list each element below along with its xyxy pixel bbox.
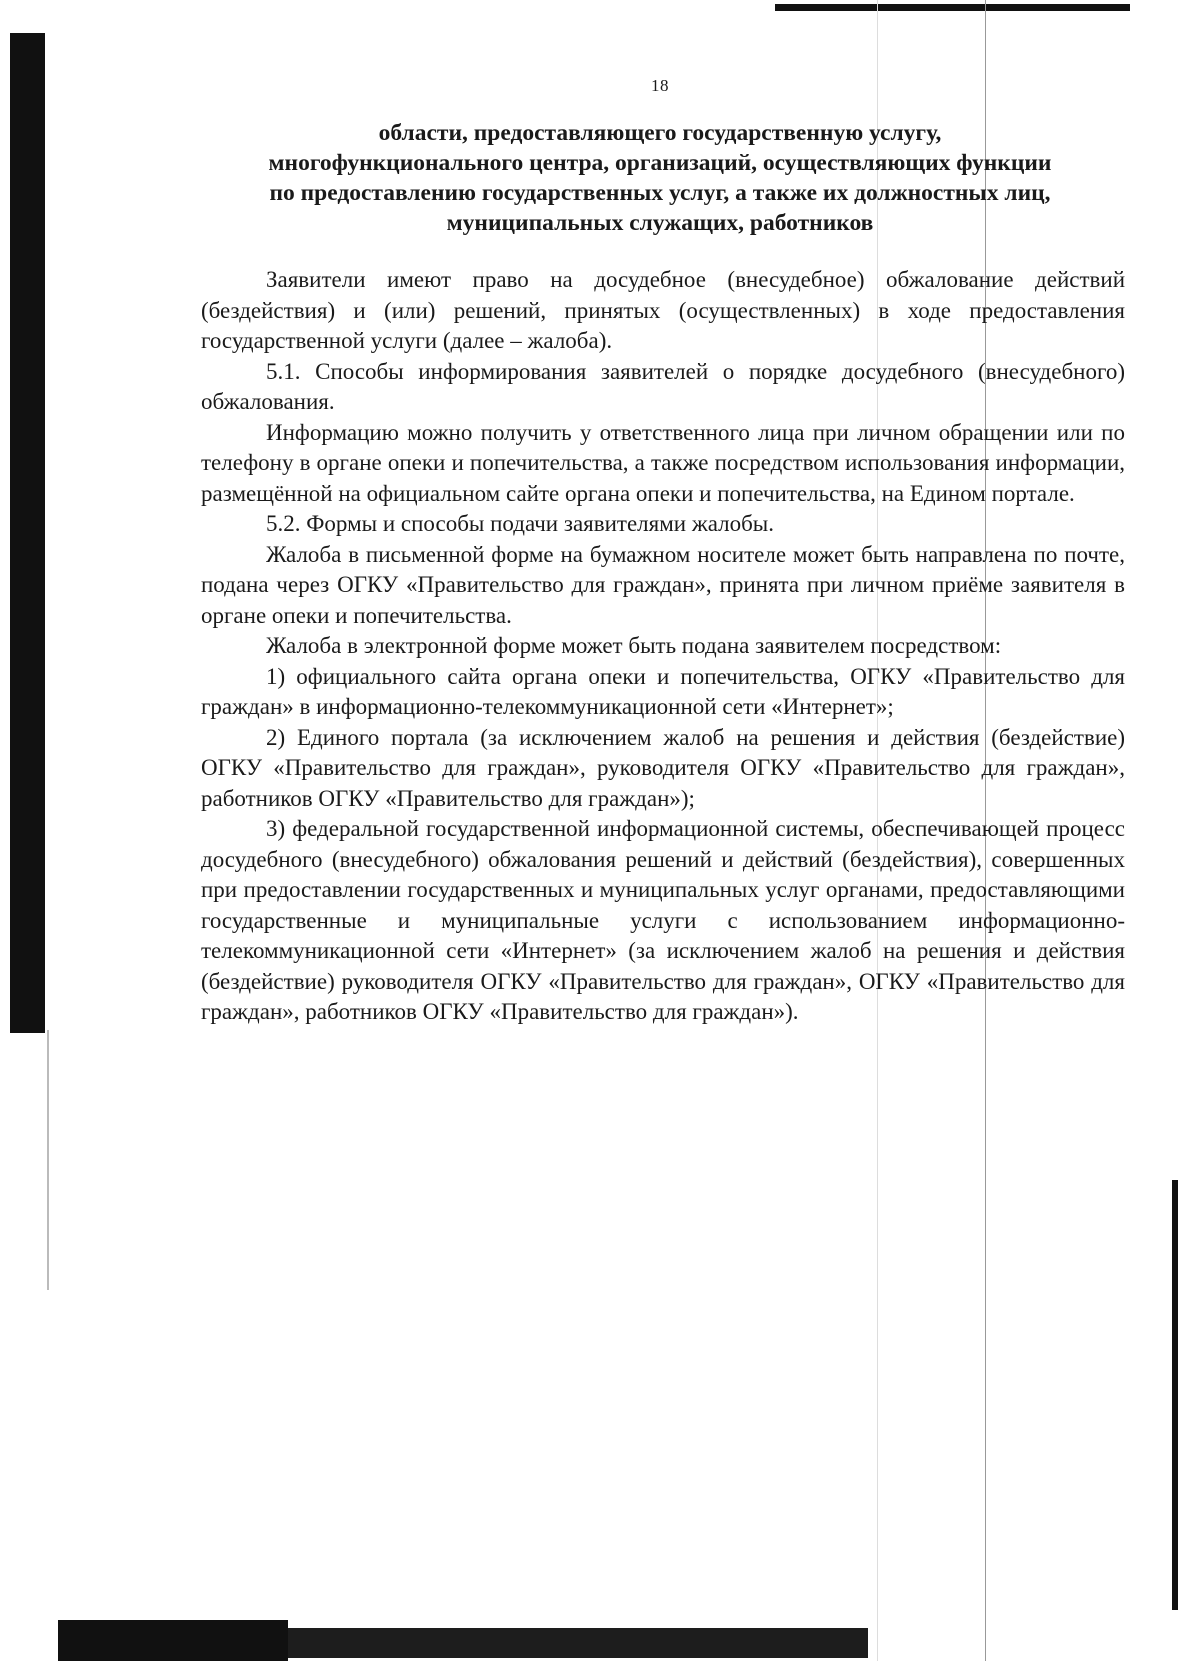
paragraph-paper-complaint: Жалоба в письменной форме на бумажном носителе может быть направлена по почте, подана через ОГКУ «Правительство для граждан», принята при личном приёме заявителя в органе опеки и попечительства. — [201, 541, 1125, 628]
scan-edge-top — [775, 4, 1130, 11]
list-item-3: 3) федеральной государственной информационной системы, обеспечивающей процесс досудебного (внесудебного) обжалования решений и действий (бездействия), совершенных при предоставлении государственных и муниципальных услуг органами, предоставляющими государственные и муниципальные услуги с использованием информационно-телекоммуникационной сети «Интернет» (за исключением жалоб на решения и действия (бездействие) руководителя ОГКУ «Правительство для граждан», ОГКУ «Правительство для граждан», работников ОГКУ «Правительство для граждан»). — [201, 816, 1125, 1024]
heading-line: области, предоставляющего государственную услугу, — [378, 120, 942, 146]
heading-line: многофункционального центра, организаций, осуществляющих функции — [268, 150, 1052, 176]
scan-edge-bottom-thin — [288, 1628, 868, 1658]
paragraph-5-1-text: Информацию можно получить у ответственного лица при личном обращении или по телефону в органе опеки и попечительства, а также посредством использования информации, размещённой на официальном сайте органа опеки и попечительства, на Едином портале. — [201, 419, 1125, 506]
scan-line-left-thin — [47, 1030, 49, 1290]
scan-edge-right — [1172, 1180, 1178, 1610]
list-item-1: 1) официального сайта органа опеки и попечительства, ОГКУ «Правительство для граждан» в информационно-телекоммуникационной сети «Интернет»; — [201, 663, 1125, 719]
document-body — [201, 265, 1125, 1028]
scan-edge-left — [10, 33, 45, 1033]
paragraph-5-1-title: 5.1. Способы информирования заявителей о порядке досудебного (внесудебного) обжалования. — [201, 358, 1125, 414]
page-number: 18 — [651, 76, 669, 95]
section-heading — [195, 118, 1125, 238]
paragraph-5-2-title: 5.2. Формы и способы подачи заявителями жалобы. — [266, 511, 775, 536]
list-item-2: 2) Единого портала (за исключением жалоб на решения и действия (бездействие) ОГКУ «Правительство для граждан», руководителя ОГКУ «Правительство для граждан», работников ОГКУ «Правительство для граждан»); — [201, 724, 1125, 811]
paragraph-electronic-complaint: Жалоба в электронной форме может быть подана заявителем посредством: — [266, 633, 1002, 658]
scan-edge-bottom — [58, 1620, 288, 1661]
heading-line: муниципальных служащих, работников — [446, 210, 874, 236]
paragraph-intro: Заявители имеют право на досудебное (внесудебное) обжалование действий (бездействия) и (или) решений, принятых (осуществленных) в ходе предоставления государственной услуги (далее – жалоба). — [201, 267, 1125, 353]
heading-line: по предоставлению государственных услуг, а также их должностных лиц, — [269, 180, 1051, 206]
